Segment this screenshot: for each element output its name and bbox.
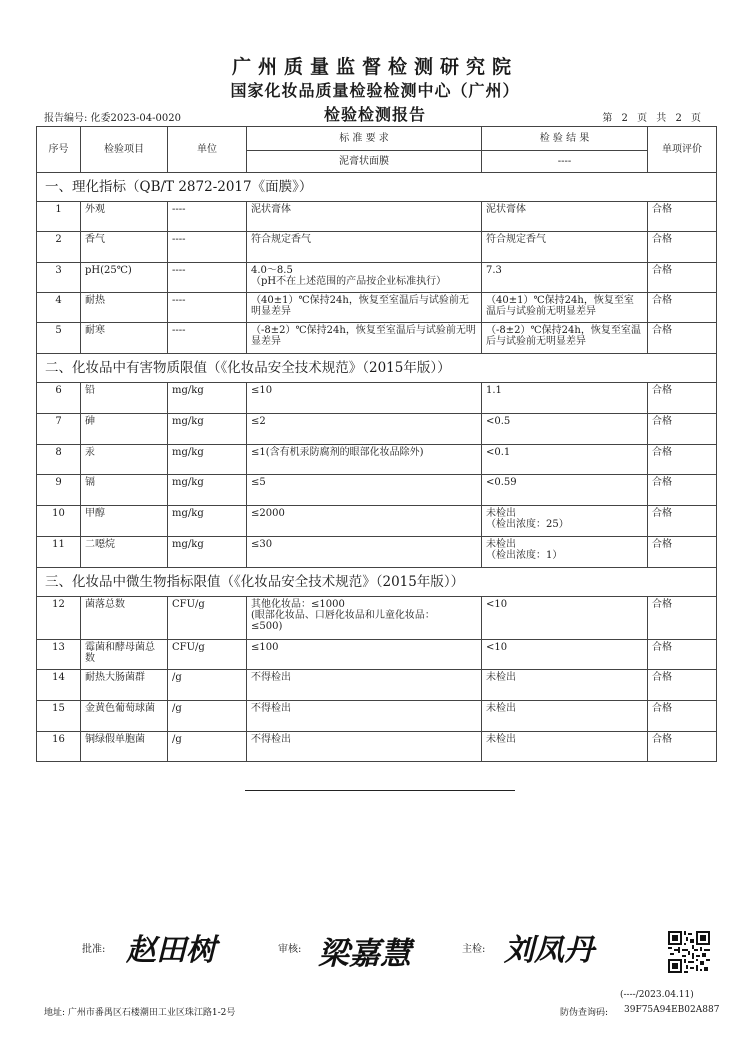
table-row: [37, 445, 717, 475]
table-row: [37, 293, 717, 323]
row-item: 耐热: [81, 293, 168, 323]
row-result: 未检出 （检出浓度：1）: [482, 537, 648, 568]
table-row: [37, 640, 717, 670]
row-unit: /g: [168, 670, 247, 701]
row-seq: 11: [37, 537, 81, 568]
table-row: [37, 263, 717, 293]
row-result: <10: [482, 640, 648, 670]
row-result: <0.5: [482, 414, 648, 445]
reviewer-signature: [316, 924, 446, 979]
row-seq: 10: [37, 506, 81, 537]
row-evaluation: 合格: [648, 537, 717, 568]
table-row: [37, 202, 717, 232]
row-item: 铅: [81, 383, 168, 414]
row-result: 泥状膏体: [482, 202, 648, 232]
row-seq: 5: [37, 323, 81, 354]
row-seq: 2: [37, 232, 81, 263]
page-info: 第 2 页 共 2 页: [602, 113, 704, 124]
row-item: 镉: [81, 475, 168, 506]
row-standard: ≤1(含有机汞防腐剂的眼部化妆品除外): [247, 445, 482, 475]
report-title: 检验检测报告: [323, 105, 426, 124]
report-number: 报告编号: 化委2023-04-0020: [44, 113, 181, 124]
row-evaluation: 合格: [648, 414, 717, 445]
row-evaluation: 合格: [648, 506, 717, 537]
row-result: 1.1: [482, 383, 648, 414]
row-result: （-8±2）℃保持24h，恢复至室温后与试验前无明显差异: [482, 323, 648, 354]
row-item: 耐寒: [81, 323, 168, 354]
row-unit: ----: [168, 263, 247, 293]
row-item: 香气: [81, 232, 168, 263]
row-standard: ≤5: [247, 475, 482, 506]
row-evaluation: 合格: [648, 323, 717, 354]
table-row: [37, 701, 717, 732]
row-item: 金黄色葡萄球菌: [81, 701, 168, 732]
table-row: [37, 506, 717, 537]
table-row: [37, 732, 717, 762]
row-seq: 16: [37, 732, 81, 762]
row-evaluation: 合格: [648, 383, 717, 414]
row-evaluation: 合格: [648, 597, 717, 640]
row-standard: ≤2: [247, 414, 482, 445]
table-row: [37, 475, 717, 506]
row-unit: mg/kg: [168, 445, 247, 475]
table-row: [37, 232, 717, 263]
row-seq: 12: [37, 597, 81, 640]
row-seq: 14: [37, 670, 81, 701]
row-seq: 1: [37, 202, 81, 232]
row-unit: /g: [168, 732, 247, 762]
section-title: 三、化妆品中微生物指标限值（《化妆品安全技术规范》（2015年版））: [37, 568, 717, 597]
table-row: [37, 670, 717, 701]
row-seq: 6: [37, 383, 81, 414]
header-unit: 单位: [168, 127, 247, 173]
header-item: 检验项目: [81, 127, 168, 173]
svg-text:赵田树: 赵田树: [126, 933, 216, 968]
row-standard: （-8±2）℃保持24h，恢复至室温后与试验前无明显差异: [247, 323, 482, 354]
row-seq: 15: [37, 701, 81, 732]
row-standard: 其他化妆品：≤1000 (眼部化妆品、口唇化妆品和儿童化妆品： ≤500): [247, 597, 482, 640]
header-standard: 标 准 要 求: [247, 127, 482, 151]
row-evaluation: 合格: [648, 732, 717, 762]
row-unit: mg/kg: [168, 383, 247, 414]
row-seq: 9: [37, 475, 81, 506]
row-standard: 不得检出: [247, 732, 482, 762]
row-standard: 符合规定香气: [247, 232, 482, 263]
table-row: [37, 414, 717, 445]
row-seq: 7: [37, 414, 81, 445]
row-result: 未检出: [482, 701, 648, 732]
row-evaluation: 合格: [648, 670, 717, 701]
row-result: 7.3: [482, 263, 648, 293]
header-evaluation: 单项评价: [648, 127, 717, 173]
section-title: 一、理化指标（QB/T 2872-2017《面膜》）: [37, 173, 717, 202]
table-row: [37, 537, 717, 568]
row-evaluation: 合格: [648, 263, 717, 293]
approver-signature: [122, 924, 242, 974]
inspector-signature: [500, 924, 630, 974]
center-name: 国家化妆品质量检验检测中心（广州）: [230, 81, 520, 100]
row-result: <10: [482, 597, 648, 640]
row-evaluation: 合格: [648, 445, 717, 475]
row-item: 甲醇: [81, 506, 168, 537]
verify-code: 39F75A94EB02A887: [624, 1005, 720, 1015]
row-unit: /g: [168, 701, 247, 732]
end-of-table-line: [245, 790, 515, 791]
row-result: <0.59: [482, 475, 648, 506]
row-seq: 13: [37, 640, 81, 670]
row-unit: mg/kg: [168, 506, 247, 537]
header-product-type: 泥膏状面膜: [247, 151, 482, 173]
row-unit: mg/kg: [168, 475, 247, 506]
row-standard: ≤10: [247, 383, 482, 414]
row-seq: 3: [37, 263, 81, 293]
approver-label: 批准:: [82, 944, 106, 955]
row-item: 二噁烷: [81, 537, 168, 568]
qr-code-icon: [668, 931, 710, 973]
row-evaluation: 合格: [648, 232, 717, 263]
table-row: [37, 323, 717, 354]
table-row: [37, 383, 717, 414]
row-unit: CFU/g: [168, 597, 247, 640]
row-evaluation: 合格: [648, 293, 717, 323]
verify-code-label: 防伪查询码:: [560, 1008, 609, 1018]
row-seq: 4: [37, 293, 81, 323]
row-item: pH(25℃): [81, 263, 168, 293]
svg-text:梁嘉慧: 梁嘉慧: [318, 936, 411, 972]
row-standard: ≤2000: [247, 506, 482, 537]
row-result: （40±1）℃保持24h，恢复至室温后与试验前无明显差异: [482, 293, 648, 323]
row-unit: CFU/g: [168, 640, 247, 670]
row-evaluation: 合格: [648, 640, 717, 670]
row-unit: ----: [168, 232, 247, 263]
row-standard: 不得检出: [247, 670, 482, 701]
report-date: (----/2023.04.11): [620, 990, 694, 1000]
header-result: 检 验 结 果: [482, 127, 648, 151]
reviewer-label: 审核:: [278, 944, 302, 955]
row-unit: ----: [168, 293, 247, 323]
table-row: [37, 597, 717, 640]
row-unit: ----: [168, 323, 247, 354]
row-standard: （40±1）℃保持24h，恢复至室温后与试验前无明显差异: [247, 293, 482, 323]
row-evaluation: 合格: [648, 475, 717, 506]
row-item: 耐热大肠菌群: [81, 670, 168, 701]
row-result: 符合规定香气: [482, 232, 648, 263]
row-result: 未检出 （检出浓度：25）: [482, 506, 648, 537]
row-item: 外观: [81, 202, 168, 232]
row-evaluation: 合格: [648, 202, 717, 232]
institute-name: 广州质量监督检测研究院: [231, 56, 518, 78]
inspector-label: 主检:: [462, 944, 486, 955]
row-seq: 8: [37, 445, 81, 475]
lab-address: 地址: 广州市番禺区石楼潮田工业区珠江路1-2号: [44, 1008, 236, 1018]
row-item: 霉菌和酵母菌总数: [81, 640, 168, 670]
row-standard: 4.0～8.5 （pH不在上述范围的产品按企业标准执行）: [247, 263, 482, 293]
row-standard: ≤100: [247, 640, 482, 670]
row-item: 菌落总数: [81, 597, 168, 640]
section-title: 二、化妆品中有害物质限值（《化妆品安全技术规范》（2015年版））: [37, 354, 717, 383]
row-result: 未检出: [482, 670, 648, 701]
inspection-table: [36, 126, 717, 762]
row-unit: mg/kg: [168, 414, 247, 445]
row-standard: 泥状膏体: [247, 202, 482, 232]
row-item: 汞: [81, 445, 168, 475]
row-unit: mg/kg: [168, 537, 247, 568]
row-item: 铜绿假单胞菌: [81, 732, 168, 762]
header-seq: 序号: [37, 127, 81, 173]
header-result-placeholder: ----: [482, 151, 648, 173]
row-result: <0.1: [482, 445, 648, 475]
row-standard: 不得检出: [247, 701, 482, 732]
row-evaluation: 合格: [648, 701, 717, 732]
svg-text:刘凤丹: 刘凤丹: [504, 933, 594, 968]
row-result: 未检出: [482, 732, 648, 762]
row-unit: ----: [168, 202, 247, 232]
row-standard: ≤30: [247, 537, 482, 568]
row-item: 砷: [81, 414, 168, 445]
